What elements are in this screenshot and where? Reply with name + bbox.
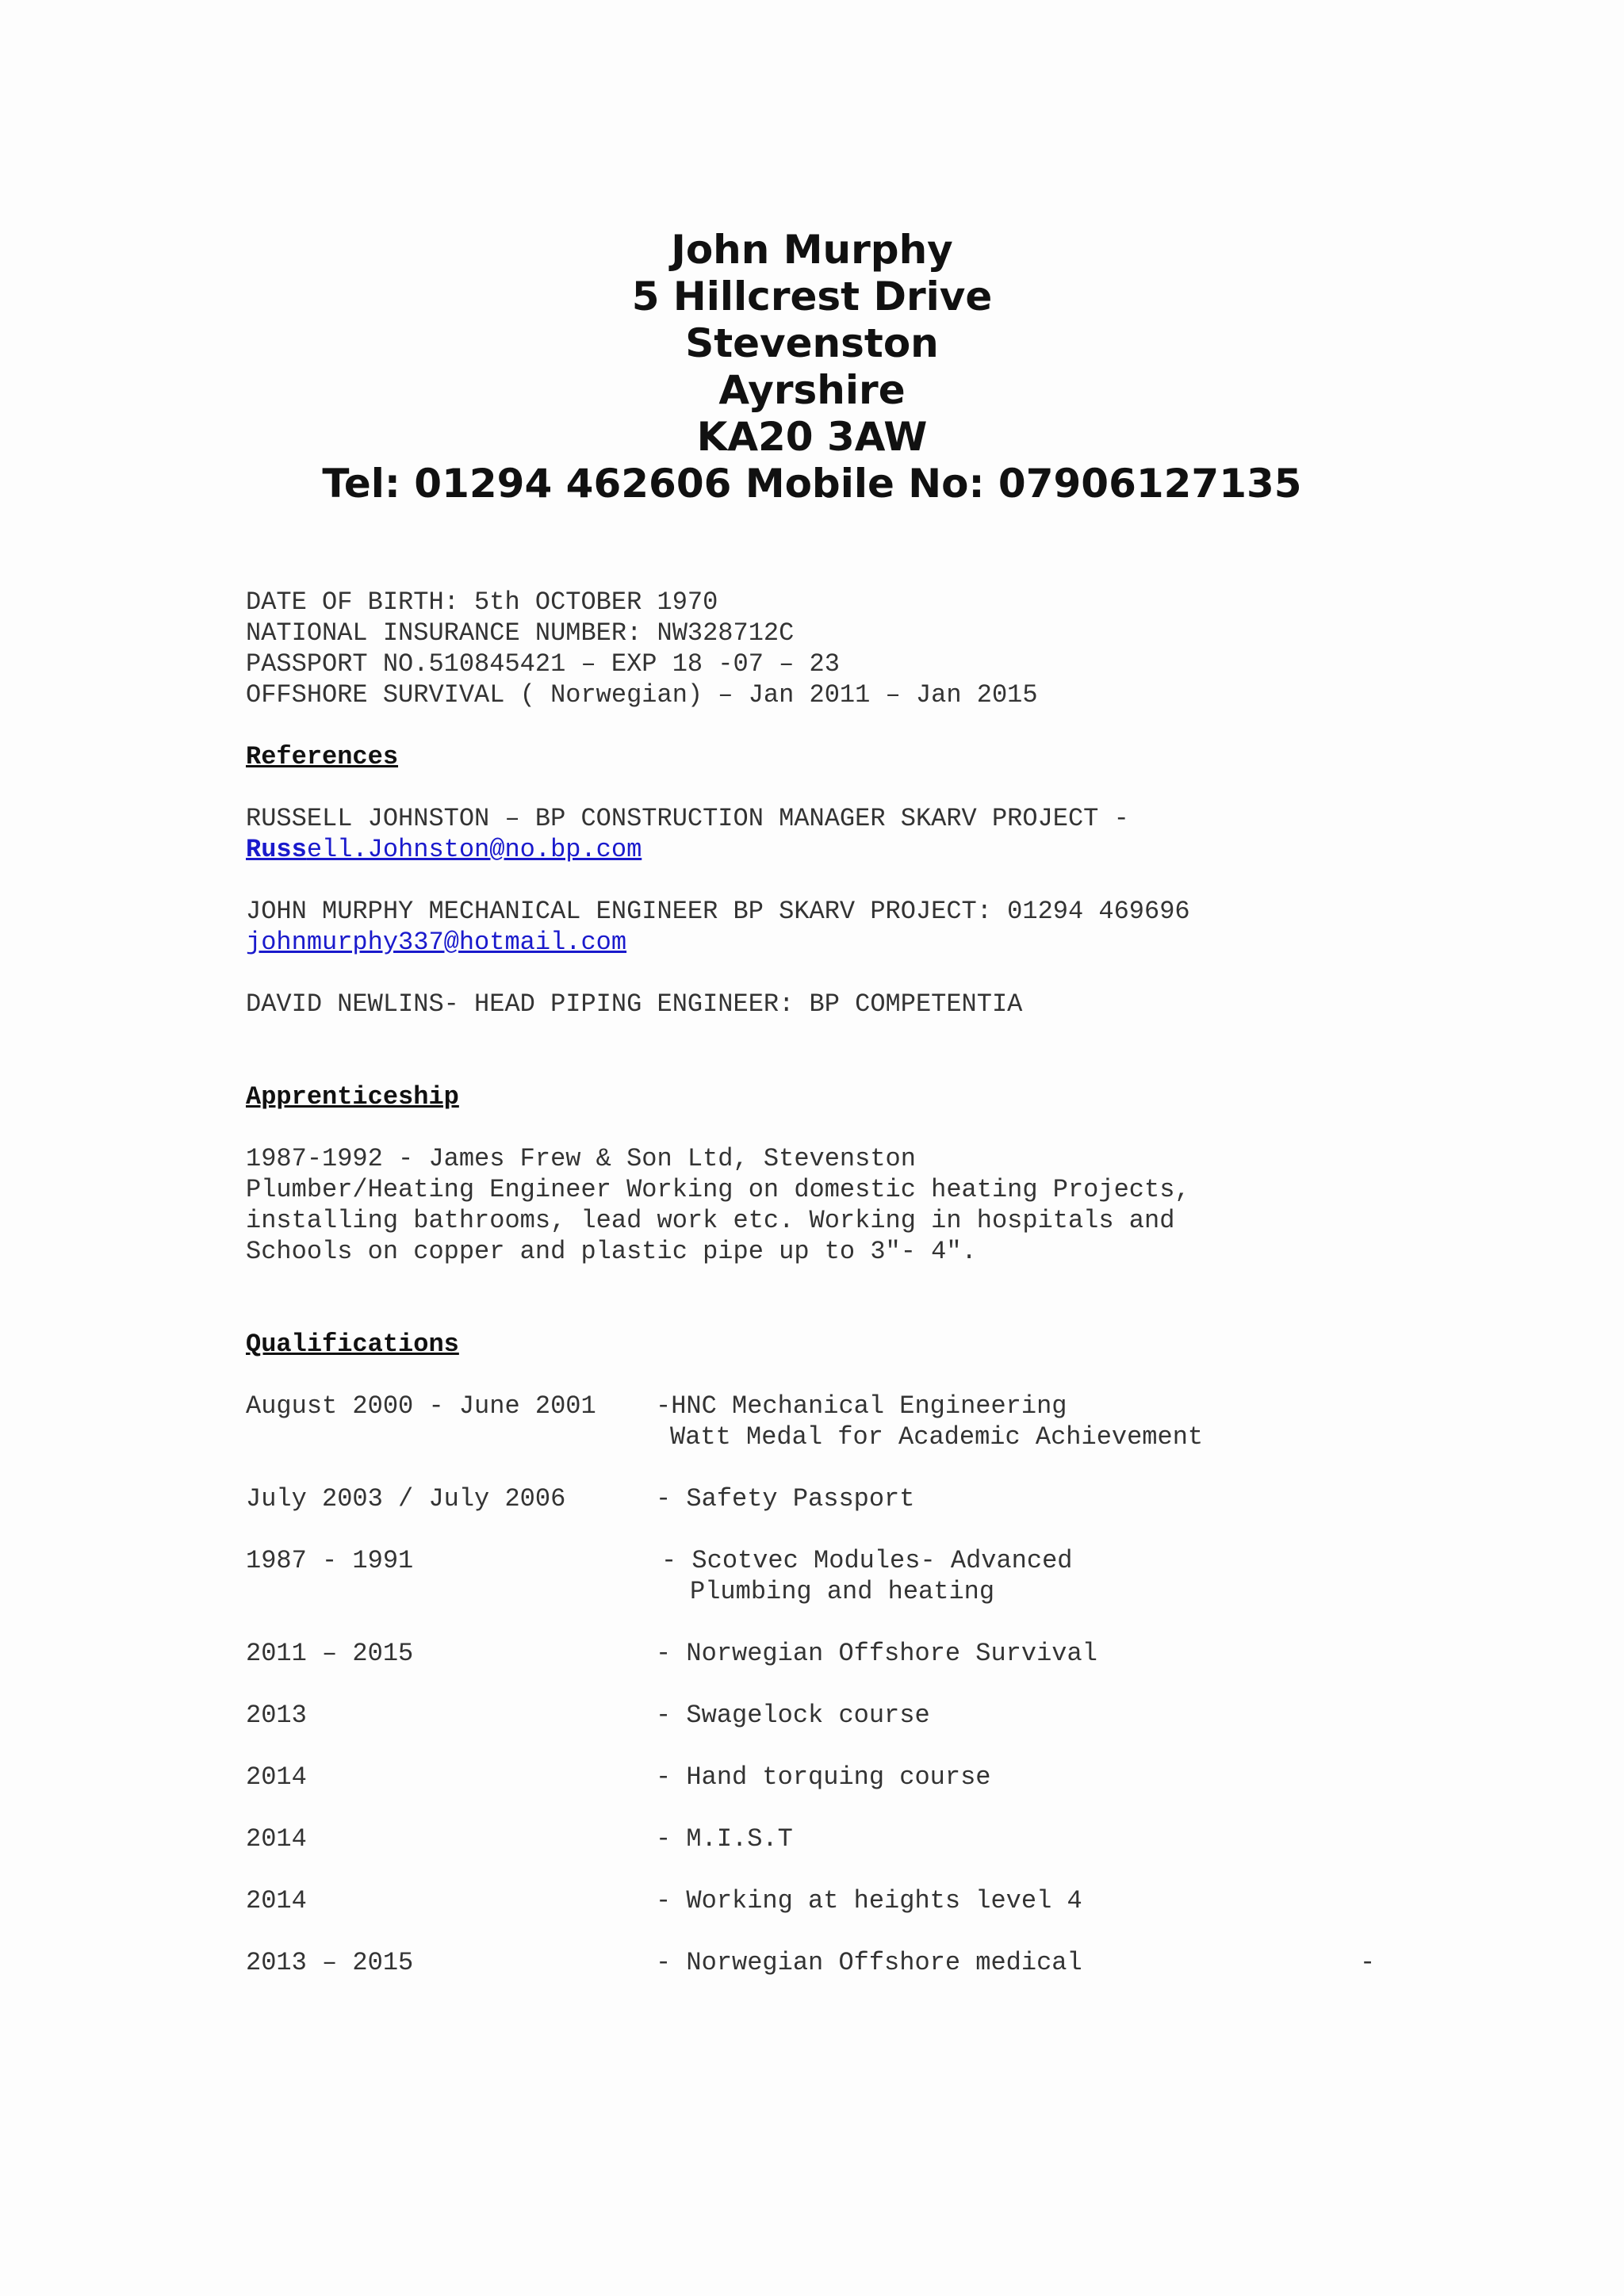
contact-phone: Tel: 01294 462606 Mobile No: 07906127135 [322, 461, 1302, 507]
qualification-row [246, 1762, 1435, 1793]
spacer [246, 1916, 1435, 1947]
offshore-survival: OFFSHORE SURVIVAL ( Norwegian) – Jan 2011 – Jan 2015 [246, 680, 1038, 710]
spacer [246, 1452, 1435, 1483]
apprenticeship-line: 1987-1992 - James Frew & Son Ltd, Stevenston [246, 1144, 916, 1173]
qualification-date: 2014 [246, 1824, 307, 1854]
qualification-row [246, 1823, 1435, 1854]
national-insurance: NATIONAL INSURANCE NUMBER: NW328712C [246, 618, 795, 648]
spacer [246, 958, 1435, 989]
qualification-desc: - Norwegian Offshore medical [656, 1948, 1082, 1977]
spacer [246, 1267, 1435, 1298]
spacer [246, 1731, 1435, 1762]
reference-2-email-link[interactable]: johnmurphy337@hotmail.com [246, 928, 627, 957]
qualification-row [246, 1947, 1435, 1978]
qualification-row [246, 1885, 1435, 1916]
reference-3: DAVID NEWLINS- HEAD PIPING ENGINEER: BP COMPETENTIA [246, 989, 1023, 1019]
reference-1-email-bold: Russ [246, 835, 307, 864]
passport: PASSPORT NO.510845421 – EXP 18 -07 – 23 [246, 649, 840, 679]
qualification-date: 2014 [246, 1886, 307, 1915]
spacer [246, 1050, 1435, 1081]
apprenticeship-line: Plumber/Heating Engineer Working on domestic heating Projects, [246, 1175, 1190, 1204]
apprenticeship-line: Schools on copper and plastic pipe up to 3"- 4". [246, 1237, 977, 1266]
cv-header [0, 227, 1624, 507]
apprenticeship-heading: Apprenticeship [246, 1082, 459, 1112]
qualification-desc: - Norwegian Offshore Survival [656, 1639, 1097, 1668]
qualification-date: July 2003 / July 2006 [246, 1484, 566, 1513]
qualification-date: 2013 [246, 1701, 307, 1730]
address-town: Stevenston [685, 320, 939, 366]
address-postcode: KA20 3AW [696, 414, 928, 460]
spacer [246, 1020, 1435, 1050]
spacer [246, 1514, 1435, 1545]
spacer [246, 772, 1435, 803]
address-county: Ayrshire [718, 367, 906, 413]
qualifications-heading: Qualifications [246, 1330, 459, 1359]
cv-body [246, 587, 1435, 1978]
qualification-sub: Watt Medal for Academic Achievement [670, 1422, 1204, 1452]
apprenticeship-line: installing bathrooms, lead work etc. Working in hospitals and [246, 1206, 1175, 1235]
spacer [246, 1112, 1435, 1143]
date-of-birth: DATE OF BIRTH: 5th OCTOBER 1970 [246, 587, 718, 617]
qualification-row [246, 1700, 1435, 1731]
spacer [246, 1298, 1435, 1329]
references-heading: References [246, 742, 399, 771]
qualification-sub: Plumbing and heating [690, 1577, 995, 1606]
qualification-row-sub [246, 1422, 1435, 1452]
qualification-date: August 2000 - June 2001 [246, 1391, 596, 1421]
qualification-desc: -HNC Mechanical Engineering [656, 1391, 1067, 1421]
qualification-date: 2014 [246, 1762, 307, 1792]
spacer [246, 1854, 1435, 1885]
spacer [246, 1793, 1435, 1823]
qualification-desc: - Working at heights level 4 [656, 1886, 1082, 1915]
spacer [246, 1669, 1435, 1700]
reference-1-email-line [246, 834, 1435, 865]
qualification-date: 2013 – 2015 [246, 1948, 414, 1977]
qualification-desc: - Scotvec Modules- Advanced [661, 1546, 1073, 1575]
qualification-desc: - Swagelock course [656, 1701, 930, 1730]
spacer [246, 1360, 1435, 1391]
qualification-row-sub [246, 1576, 1435, 1607]
reference-1-email-rest: ell.Johnston@no.bp.com [306, 835, 642, 864]
reference-2: JOHN MURPHY MECHANICAL ENGINEER BP SKARV PROJECT: 01294 469696 [246, 897, 1190, 926]
spacer [246, 710, 1435, 741]
qualification-row [246, 1391, 1435, 1422]
address-line: 5 Hillcrest Drive [631, 274, 993, 320]
reference-1: RUSSELL JOHNSTON – BP CONSTRUCTION MANAGER SKARV PROJECT - [246, 804, 1129, 833]
spacer [246, 865, 1435, 896]
candidate-name: John Murphy [671, 227, 953, 273]
qualification-desc: - Hand torquing course [656, 1762, 991, 1792]
qualification-trailing-dash: - [1360, 1948, 1376, 1977]
qualification-row [246, 1483, 1435, 1514]
reference-1-email-link[interactable] [246, 835, 642, 864]
qualification-desc: - M.I.S.T [656, 1824, 793, 1854]
qualification-date: 1987 - 1991 [246, 1546, 414, 1575]
qualification-row [246, 1638, 1435, 1669]
spacer [246, 1607, 1435, 1638]
qualification-row [246, 1545, 1435, 1576]
qualification-date: 2011 – 2015 [246, 1639, 414, 1668]
reference-2-email-line [246, 927, 1435, 958]
qualification-desc: - Safety Passport [656, 1484, 915, 1513]
